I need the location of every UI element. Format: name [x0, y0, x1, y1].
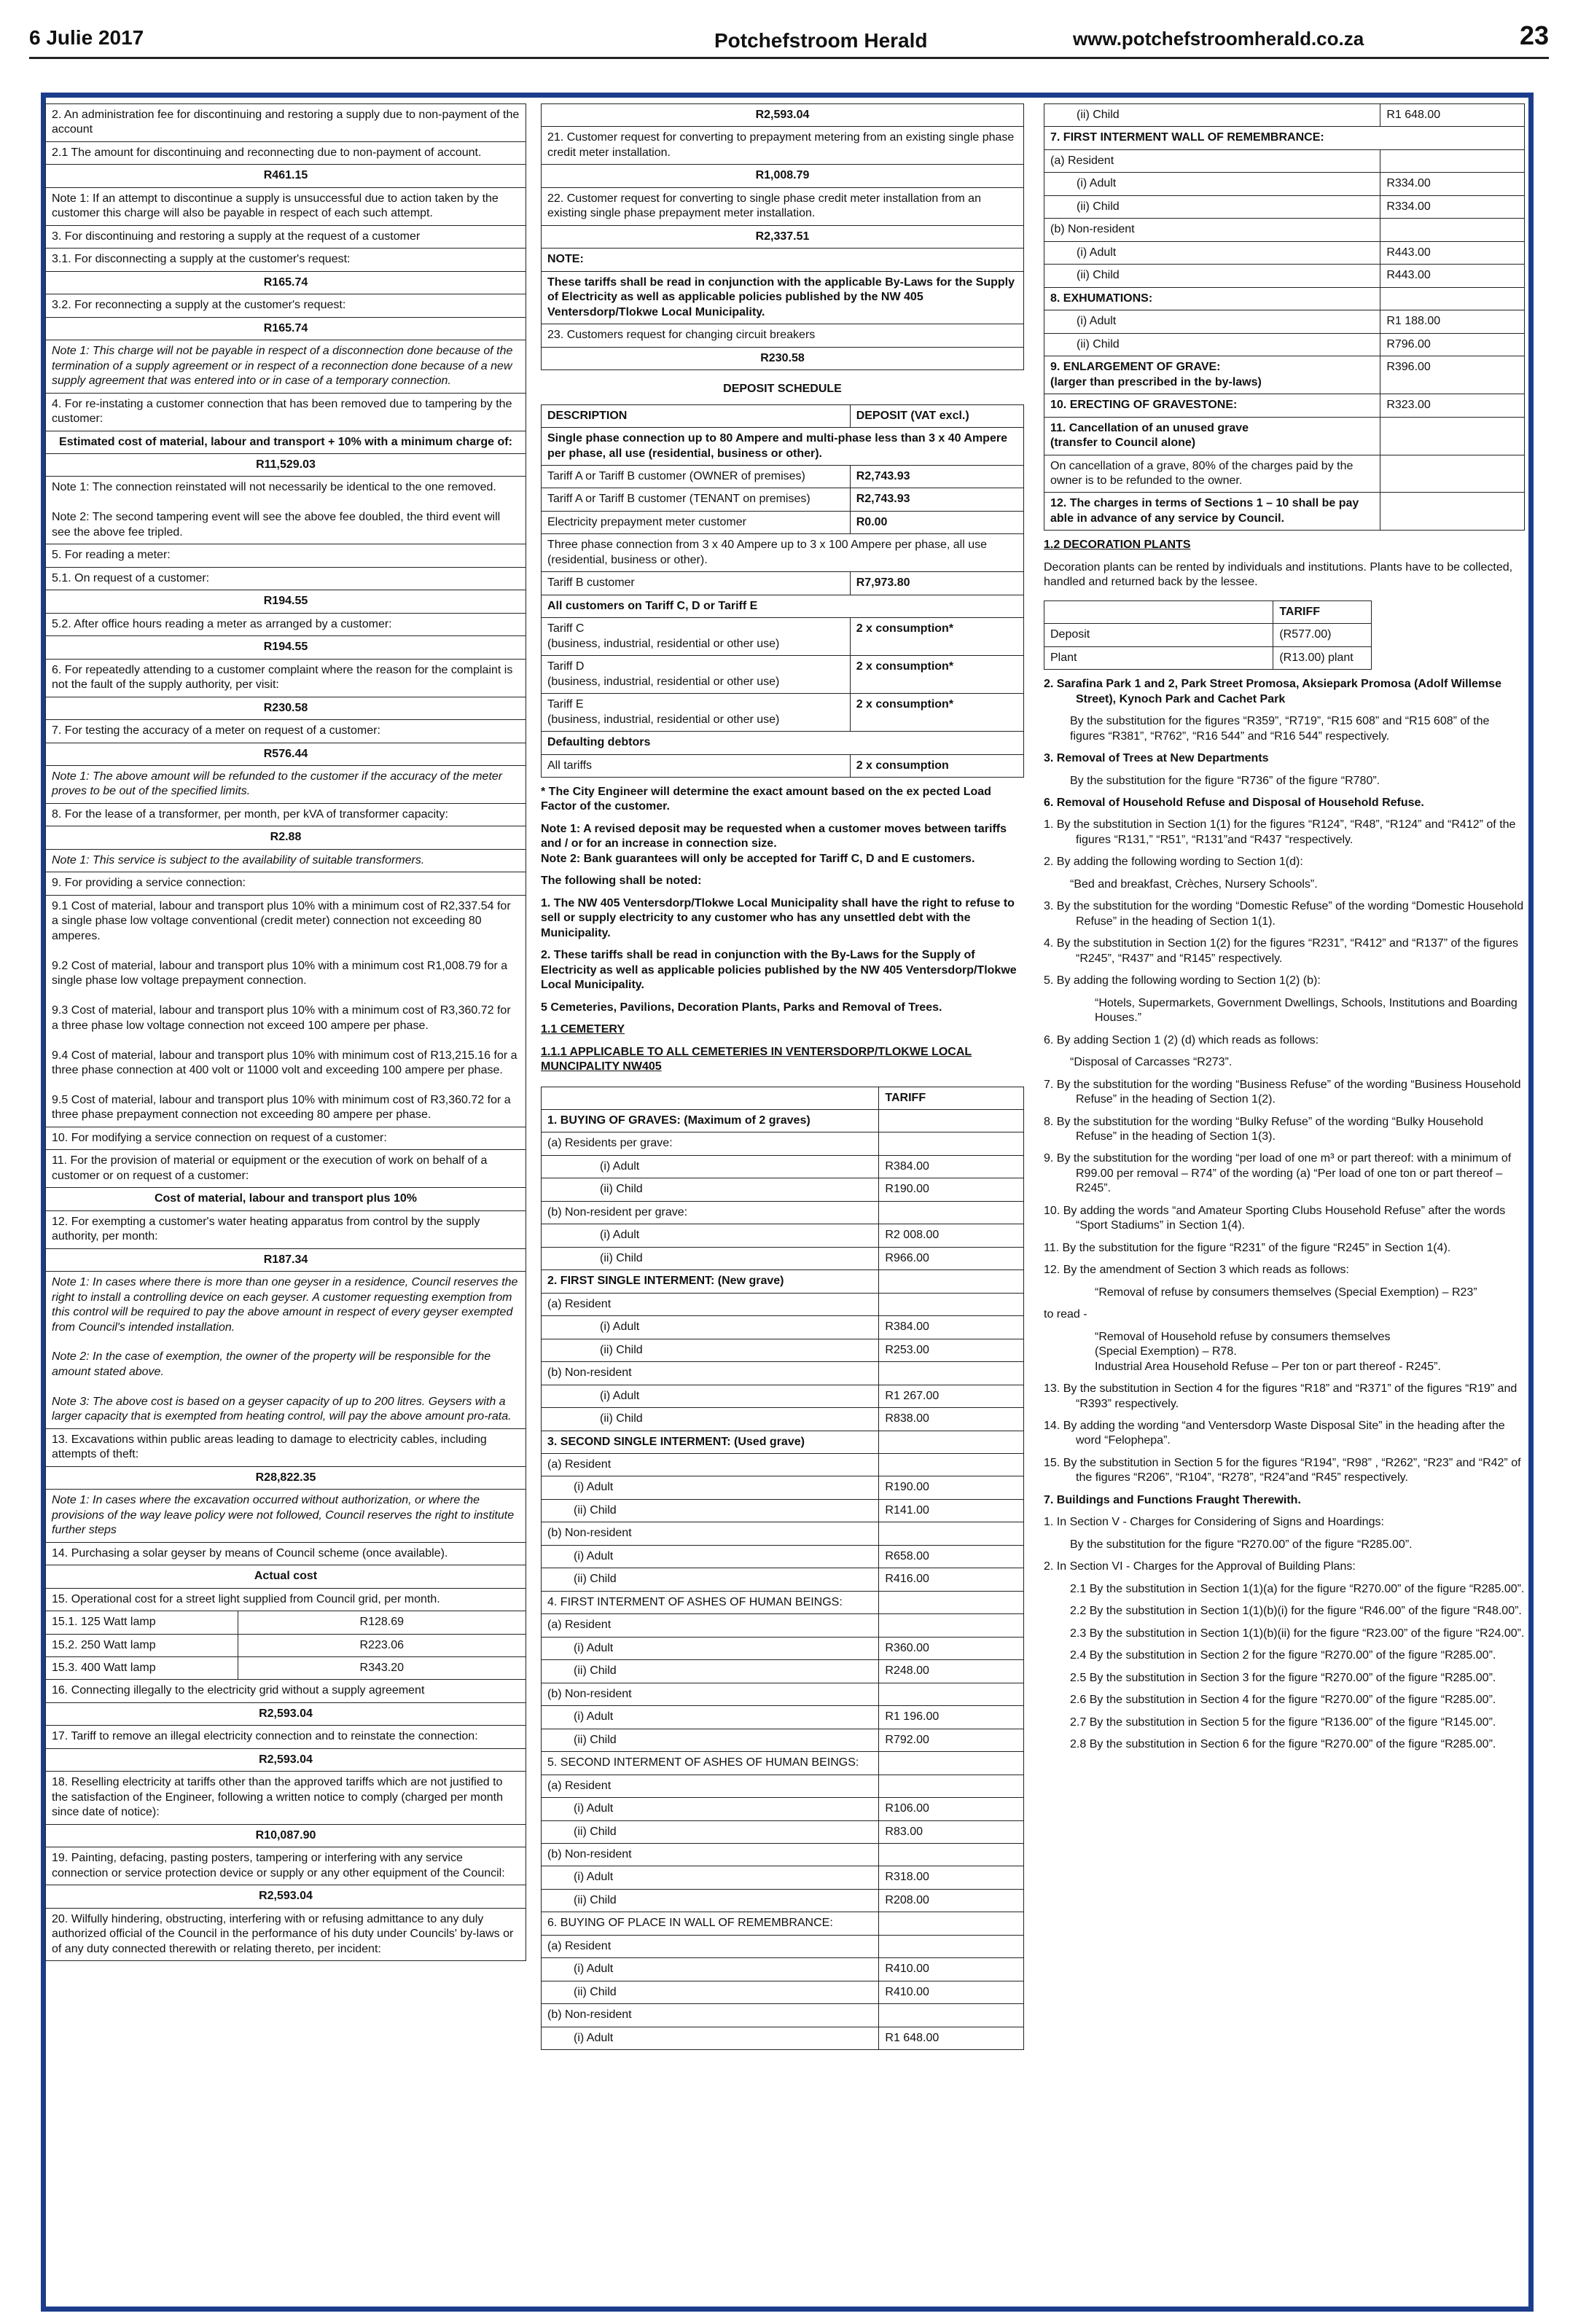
newspaper-url[interactable]: www.potchefstroomherald.co.za — [1073, 28, 1364, 50]
tariff-value: R443.00 — [1380, 241, 1525, 264]
tariff-label: 6. BUYING OF PLACE IN WALL OF REMEMBRANCE: — [542, 1912, 879, 1935]
tariff-label: (i) Adult — [542, 1798, 879, 1820]
amendment-paragraph: 6. Removal of Household Refuse and Disposal of Household Refuse. — [1044, 797, 1424, 809]
tariff-value — [879, 1935, 1024, 1957]
tariff-item: 14. Purchasing a solar geyser by means of Council scheme (once available). — [45, 1543, 526, 1565]
tariff-label: (ii) Child — [542, 1568, 879, 1591]
tariff-amount: R230.58 — [45, 697, 526, 720]
amendment-paragraph: 2.7 By the substitution in Section 5 for the figure “R136.00” of the figure “R145.00”. — [1070, 1715, 1496, 1729]
tariff-label: (b) Non-resident — [542, 1362, 879, 1385]
tariff-value: R190.00 — [879, 1476, 1024, 1499]
tariff-value: R106.00 — [879, 1798, 1024, 1820]
amendment-paragraph: 1. By the substitution in Section 1(1) for the figures “R124”, “R48”, “R124” and “R412” of the figures “R131,” “R51”, “R131”and “R437 “respectively. — [1044, 818, 1516, 846]
deposit-description: All customers on Tariff C, D or Tariff E — [542, 595, 1024, 617]
deposit-note: The following shall be noted: — [541, 875, 702, 888]
tariff-value — [1380, 417, 1525, 455]
column-3 — [1044, 103, 1525, 1753]
tariff-value: R1 648.00 — [1380, 104, 1525, 127]
tariff-value — [879, 2004, 1024, 2027]
amendment-paragraph: 3. By the substitution for the wording “Domestic Refuse” of the wording “Domestic Household Refuse” in the heading of Section 1(1). — [1044, 900, 1524, 928]
tariff-item: 5.1. On request of a customer: — [45, 568, 526, 590]
tariff-label: (i) Adult — [542, 1637, 879, 1659]
tariff-header-blank — [542, 1087, 879, 1109]
tariff-label: 4. FIRST INTERMENT OF ASHES OF HUMAN BEINGS: — [542, 1591, 879, 1613]
deposit-description: Tariff B customer — [542, 572, 851, 595]
deposit-note: 1.1.1 APPLICABLE TO ALL CEMETERIES IN VENTERSDORP/TLOKWE LOCAL MUNCIPALITY NW405 — [541, 1045, 972, 1073]
tariff-label: (i) Adult — [542, 1476, 879, 1499]
tariff-label: Deposit — [1044, 624, 1273, 646]
deposit-description: Tariff E (business, industrial, residential or other use) — [542, 694, 851, 732]
tariff-label: (i) Adult — [542, 1155, 879, 1178]
tariff-row-table — [45, 1611, 526, 1634]
tariff-value: R323.00 — [1380, 394, 1525, 417]
tariff-label: (a) Resident — [1044, 149, 1380, 172]
newspaper-name: Potchefstroom Herald — [714, 29, 928, 52]
tariff-item: 16. Connecting illegally to the electricity grid without a supply agreement — [45, 1680, 526, 1702]
tariff-label: (ii) Child — [542, 1889, 879, 1912]
amendment-paragraph: By the substitution for the figures “R359”, “R719”, “R15 608” and “R15 608” of the figures “R381”, “R762”, “R16 544” and “R16 544” respectively. — [1070, 715, 1490, 743]
tariff-value: R253.00 — [879, 1339, 1024, 1361]
tariff-label: (b) Non-resident — [1044, 219, 1380, 241]
tariff-value: R334.00 — [1380, 195, 1525, 218]
tariff-amount: R165.74 — [45, 318, 526, 340]
tariff-value: R318.00 — [879, 1866, 1024, 1889]
deposit-amount: 2 x consumption — [850, 754, 1023, 777]
amendment-paragraph: By the substitution for the figure “R270.00” of the figure “R285.00”. — [1070, 1538, 1413, 1551]
deposit-description: Tariff A or Tariff B customer (OWNER of premises) — [542, 465, 851, 488]
tariff-value — [879, 1454, 1024, 1476]
tariff-amount: R230.58 — [541, 348, 1024, 370]
tariff-item: 2.1 The amount for discontinuing and reconnecting due to non-payment of account. — [45, 142, 526, 165]
amendment-paragraph: 8. By the substitution for the wording “Bulky Refuse” of the wording “Bulky Household Refuse” in the heading of Section 1(3). — [1044, 1115, 1483, 1143]
tariff-value: R141.00 — [879, 1499, 1024, 1522]
tariff-value — [1380, 149, 1525, 172]
amendment-paragraph: 7. By the substitution for the wording “Business Refuse” of the wording “Business Household Refuse” in the heading of Section 1(2). — [1044, 1078, 1521, 1106]
tariff-amount: R2,337.51 — [541, 226, 1024, 249]
deposit-note: * The City Engineer will determine the exact amount based on the ex pected Load Factor of the customer. — [541, 786, 991, 813]
tariff-item: 20. Wilfully hindering, obstructing, interfering with or refusing admittance to any duly authorized official of the Council in the performance of his duty under Councils' by-laws or of any duty connected therewith or relating thereto, per incident: — [45, 1909, 526, 1961]
amendment-paragraph: 5. By adding the following wording to Section 1(2) (b): — [1044, 974, 1321, 987]
deposit-table — [541, 404, 1024, 778]
tariff-value: R2 008.00 — [879, 1224, 1024, 1247]
tariff-label: 9. ENLARGEMENT OF GRAVE: (larger than prescribed in the by-laws) — [1044, 356, 1380, 394]
deposit-amount: 2 x consumption* — [850, 618, 1023, 656]
tariff-label: 2. FIRST SINGLE INTERMENT: (New grave) — [542, 1270, 879, 1293]
tariff-value — [1380, 455, 1525, 493]
cemetery-tariff-table — [541, 1087, 1024, 2051]
tariff-value: R396.00 — [1380, 356, 1525, 394]
tariff-item: 9.1 Cost of material, labour and transport plus 10% with a minimum cost of R2,337.54 for a single phase low voltage conventional (credit meter) connection not exceeding 80 amperes. 9.2 Cost of material, labour and transport plus 10% with a minimum cost R1,008.79 for a single phase low voltage prepayment connection. 9.3 Cost of material, labour and transport plus 10% with a minimum cost of R3,360.72 for a three phase low voltage connection not exceed 100 ampere per phase. 9.4 Cost of material, labour and transport plus 10% with minimum cost of R13,215.16 for a three phase connection at 400 volt or 11000 volt and exceeding 100 ampere per phase. 9.5 Cost of material, labour and transport plus 10% with minimum cost of R3,360.72 for a three phase prepayment connection not exceeding 80 ampere per phase. — [45, 896, 526, 1127]
tariff-value — [1380, 493, 1525, 531]
tariff-label: (ii) Child — [542, 1339, 879, 1361]
row-label: 15.1. 125 Watt lamp — [46, 1611, 238, 1634]
tariff-label: 8. EXHUMATIONS: — [1044, 287, 1380, 310]
amendment-paragraph: “Disposal of Carcasses “R273”. — [1070, 1056, 1233, 1069]
tariff-label: (ii) Child — [542, 1729, 879, 1751]
amendment-paragraph: 7. Buildings and Functions Fraught Therewith. — [1044, 1493, 1301, 1506]
tariff-item: 15. Operational cost for a street light supplied from Council grid, per month. — [45, 1589, 526, 1611]
tariff-label: (ii) Child — [542, 1981, 879, 2003]
tariff-amount: R28,822.35 — [45, 1467, 526, 1490]
amendment-paragraph: 4. By the substitution in Section 1(2) for the figures “R231”, “R412” and “R137” of the figures “R245”, “R437” and “R145” respectively. — [1044, 937, 1518, 965]
deposit-description: All tariffs — [542, 754, 851, 777]
tariff-header-blank — [1044, 600, 1273, 623]
tariff-item: 7. For testing the accuracy of a meter on request of a customer: — [45, 720, 526, 743]
tariff-value — [879, 1591, 1024, 1613]
deposit-description: Tariff A or Tariff B customer (TENANT on premises) — [542, 488, 851, 511]
deposit-amount: R0.00 — [850, 511, 1023, 533]
tariff-label: (ii) Child — [1044, 333, 1380, 356]
tariff-value: R83.00 — [879, 1820, 1024, 1843]
tariff-value: (R13.00) plant — [1273, 646, 1372, 669]
amendment-paragraph: 2.2 By the substitution in Section 1(1)(b)(i) for the figure “R46.00” of the figure “R48.00”. — [1070, 1605, 1522, 1618]
tariff-amount: R2,593.04 — [45, 1703, 526, 1726]
tariff-item: 23. Customers request for changing circuit breakers — [541, 324, 1024, 347]
amendment-paragraph: to read - — [1044, 1308, 1087, 1321]
decoration-tariff-table — [1044, 600, 1372, 670]
tariff-item: 17. Tariff to remove an illegal electricity connection and to reinstate the connection: — [45, 1726, 526, 1748]
deposit-description: Tariff D (business, industrial, residential or other use) — [542, 656, 851, 694]
tariff-amount: R2,593.04 — [45, 1749, 526, 1772]
deposit-description: Electricity prepayment meter customer — [542, 511, 851, 533]
deposit-note: Note 1: A revised deposit may be requested when a customer moves between tariffs and / or for an increase in connection size. Note 2: Bank guarantees will only be accepted for Tariff C, D and E customers. — [541, 822, 1007, 865]
amendment-paragraph: “Removal of Household refuse by consumers themselves (Special Exemption) – R78. Industrial Area Household Refuse – Per ton or part thereof - R245”. — [1095, 1330, 1441, 1373]
tariff-value — [879, 1683, 1024, 1705]
amendment-paragraph: 1. In Section V - Charges for Considering of Signs and Hoardings: — [1044, 1516, 1384, 1529]
tariff-label: (ii) Child — [1044, 104, 1380, 127]
amendment-paragraph: 2. In Section VI - Charges for the Approval of Building Plans: — [1044, 1560, 1356, 1573]
amendment-paragraph: “Bed and breakfast, Crèches, Nursery Schools”. — [1070, 877, 1318, 891]
deposit-amount: 2 x consumption* — [850, 656, 1023, 694]
masthead — [29, 20, 1549, 59]
tariff-label: 7. FIRST INTERMENT WALL OF REMEMBRANCE: — [1044, 127, 1525, 149]
tariff-label: (a) Residents per grave: — [542, 1132, 879, 1155]
tariff-label: (a) Resident — [542, 1935, 879, 1957]
tariff-value: R384.00 — [879, 1155, 1024, 1178]
tariff-item: Note 1: The connection reinstated will not necessarily be identical to the one removed. Note 2: The second tampering event will see the above fee doubled, the third event will see the above fee tripled. — [45, 477, 526, 544]
tariff-item: 3.2. For reconnecting a supply at the customer's request: — [45, 294, 526, 317]
tariff-label: (ii) Child — [542, 1178, 879, 1201]
tariff-label: (b) Non-resident — [542, 1843, 879, 1866]
tariff-row-table — [45, 1635, 526, 1657]
tariff-value — [879, 1362, 1024, 1385]
tariff-amount: R194.55 — [45, 636, 526, 659]
deposit-description: Three phase connection from 3 x 40 Ampere up to 3 x 100 Ampere per phase, all use (residential, business or other). — [542, 534, 1024, 572]
amendment-paragraph: 2. Sarafina Park 1 and 2, Park Street Promosa, Aksiepark Promosa (Adolf Willemse Street), Kynoch Park and Cachet Park — [1044, 678, 1501, 705]
row-label: 15.3. 400 Watt lamp — [46, 1657, 238, 1680]
tariff-amount: R194.55 — [45, 590, 526, 613]
tariff-value: R360.00 — [879, 1637, 1024, 1659]
tariff-item: 10. For modifying a service connection on request of a customer: — [45, 1127, 526, 1150]
tariff-item: 4. For re-instating a customer connection that has been removed due to tampering by the customer: — [45, 394, 526, 431]
tariff-value: R1 188.00 — [1380, 310, 1525, 333]
deposit-amount: R7,973.80 — [850, 572, 1023, 595]
tariff-amount: R165.74 — [45, 272, 526, 294]
tariff-item: 12. For exempting a customer's water heating apparatus from control by the supply authority, per month: — [45, 1211, 526, 1249]
row-label: 15.2. 250 Watt lamp — [46, 1635, 238, 1657]
tariff-label: (b) Non-resident per grave: — [542, 1201, 879, 1224]
tariff-label: On cancellation of a grave, 80% of the charges paid by the owner is to be refunded to the owner. — [1044, 455, 1380, 493]
tariff-item: 5.2. After office hours reading a meter as arranged by a customer: — [45, 614, 526, 636]
tariff-amount: Actual cost — [45, 1565, 526, 1588]
tariff-label: (i) Adult — [542, 1316, 879, 1339]
tariff-value — [879, 1293, 1024, 1315]
deposit-amount: R2,743.93 — [850, 488, 1023, 511]
tariff-label: (b) Non-resident — [542, 1683, 879, 1705]
tariff-value: R966.00 — [879, 1247, 1024, 1269]
tariff-item: 21. Customer request for converting to prepayment metering from an existing single phase credit meter installation. — [541, 127, 1024, 165]
amendment-paragraph: “Hotels, Supermarkets, Government Dwellings, Schools, Institutions and Boarding Houses.” — [1095, 996, 1518, 1025]
tariff-item: 3. For discontinuing and restoring a supply at the request of a customer — [45, 226, 526, 249]
tariff-label: 10. ERECTING OF GRAVESTONE: — [1044, 394, 1380, 417]
tariff-amount: R10,087.90 — [45, 1825, 526, 1847]
tariff-label: (a) Resident — [542, 1454, 879, 1476]
tariff-value — [879, 1522, 1024, 1545]
tariff-value: R248.00 — [879, 1660, 1024, 1683]
column-2 — [541, 103, 1024, 2050]
amendment-paragraph: By the substitution for the figure “R736” of the figure “R780”. — [1070, 774, 1380, 787]
tariff-label: (i) Adult — [1044, 241, 1380, 264]
tariff-value: R796.00 — [1380, 333, 1525, 356]
tariff-label: (i) Adult — [1044, 310, 1380, 333]
tariff-value: (R577.00) — [1273, 624, 1372, 646]
tariff-item: 19. Painting, defacing, pasting posters, tampering or interfering with any service connection or service protection device or supply or any other equipment of the Council: — [45, 1847, 526, 1885]
tariff-amount: Estimated cost of material, labour and transport + 10% with a minimum charge of: — [45, 431, 526, 454]
amendment-paragraph: 2.1 By the substitution in Section 1(1)(a) for the figure “R270.00” of the figure “R285.00”. — [1070, 1582, 1525, 1595]
amendment-paragraph: 14. By adding the wording “and Ventersdorp Waste Disposal Site” in the heading after the word “Felophepa”. — [1044, 1420, 1505, 1447]
tariff-label: (a) Resident — [542, 1614, 879, 1637]
tariff-item: NOTE: — [541, 249, 1024, 271]
tariff-label: (a) Resident — [542, 1293, 879, 1315]
tariff-item: 9. For providing a service connection: — [45, 872, 526, 895]
tariff-label: 11. Cancellation of an unused grave (transfer to Council alone) — [1044, 417, 1380, 455]
row-value: R128.69 — [238, 1611, 526, 1634]
amendment-paragraph: 2.5 By the substitution in Section 3 for the figure “R270.00” of the figure “R285.00”. — [1070, 1671, 1496, 1684]
tariff-item: 2. An administration fee for discontinuing and restoring a supply due to non-payment of the account — [45, 103, 526, 142]
tariff-label: (i) Adult — [1044, 173, 1380, 195]
decoration-intro: Decoration plants can be rented by individuals and institutions. Plants have to be collected, handled and returned back by the lessee. — [1044, 560, 1513, 589]
tariff-value: R838.00 — [879, 1408, 1024, 1431]
amendment-paragraph: 11. By the substitution for the figure “R231” of the figure “R245” in Section 1(4). — [1044, 1241, 1451, 1254]
tariff-label: (ii) Child — [542, 1499, 879, 1522]
tariff-item: 3.1. For disconnecting a supply at the customer's request: — [45, 249, 526, 271]
deposit-header-cell: DEPOSIT (VAT excl.) — [850, 404, 1023, 427]
tariff-value: R334.00 — [1380, 173, 1525, 195]
tariff-label: (i) Adult — [542, 1545, 879, 1568]
tariff-item: Note 1: The above amount will be refunded to the customer if the accuracy of the meter proves to be out of the specified limits. — [45, 766, 526, 804]
deposit-description: Tariff C (business, industrial, residential or other use) — [542, 618, 851, 656]
amendment-paragraph: 2.3 By the substitution in Section 1(1)(b)(ii) for the figure “R23.00” of the figure “R24.00”. — [1070, 1627, 1525, 1640]
tariff-amount: R11,529.03 — [45, 454, 526, 477]
amendment-paragraph: 9. By the substitution for the wording “per load of one m³ or part thereof: with a minimum of R99.00 per removal – R74” of the wording (a) “Per load of one ton or part thereof – R245”. — [1044, 1152, 1512, 1195]
tariff-item: Note 1: This service is subject to the availability of suitable transformers. — [45, 850, 526, 872]
tariff-value — [879, 1843, 1024, 1866]
tariff-item: Note 1: This charge will not be payable in respect of a disconnection done because of the termination of a supply agreement or in respect of a reconnection done because of a new supply agreement that was entered into or in case of a temporary connection. — [45, 340, 526, 393]
tariff-value: R658.00 — [879, 1545, 1024, 1568]
deposit-note: 2. These tariffs shall be read in conjunction with the By-Laws for the Supply of Electricity as well as applicable policies published by the NW 405 Ventersdorp/Tlokwe Local Municipality. — [541, 949, 1017, 992]
tariff-label: 12. The charges in terms of Sections 1 – 10 shall be pay able in advance of any service by Council. — [1044, 493, 1380, 531]
tariff-value: R410.00 — [879, 1981, 1024, 2003]
tariff-amount: R576.44 — [45, 743, 526, 766]
tariff-item: 22. Customer request for converting to single phase credit meter installation from an existing single phase prepayment meter installation. — [541, 188, 1024, 226]
tariff-value — [1380, 219, 1525, 241]
deposit-note: 5 Cemeteries, Pavilions, Decoration Plants, Parks and Removal of Trees. — [541, 1001, 942, 1014]
tariff-value — [879, 1109, 1024, 1132]
amendment-paragraph: 3. Removal of Trees at New Departments — [1044, 752, 1269, 765]
tariff-label: (b) Non-resident — [542, 1522, 879, 1545]
amendment-paragraph: 13. By the substitution in Section 4 for the figures “R18” and “R371” of the figures “R19” and “R393” respectively. — [1044, 1382, 1518, 1410]
tariff-item: Note 1: If an attempt to discontinue a supply is unsuccessful due to action taken by the customer this charge will also be payable in respect of each such attempt. — [45, 188, 526, 226]
tariff-item: 5. For reading a meter: — [45, 544, 526, 567]
tariff-header: TARIFF — [1273, 600, 1372, 623]
tariff-label: (ii) Child — [542, 1820, 879, 1843]
tariff-label: 1. BUYING OF GRAVES: (Maximum of 2 graves) — [542, 1109, 879, 1132]
tariff-row-table — [45, 1657, 526, 1680]
tariff-item: These tariffs shall be read in conjunction with the applicable By-Laws for the Supply of Electricity as well as applicable policies published by the NW 405 Ventersdorp/Tlokwe Local Municipality. — [541, 272, 1024, 324]
tariff-label: (i) Adult — [542, 2027, 879, 2049]
tariff-label: (i) Adult — [542, 1224, 879, 1247]
tariff-label: (i) Adult — [542, 1958, 879, 1981]
tariff-value: R190.00 — [879, 1178, 1024, 1201]
tariff-label: 5. SECOND INTERMENT OF ASHES OF HUMAN BEINGS: — [542, 1752, 879, 1775]
tariff-value — [879, 1614, 1024, 1637]
tariff-item: Note 1: In cases where the excavation occurred without authorization, or where the provisions of the way leave policy were not followed, Council reserves the right to institute further steps — [45, 1490, 526, 1542]
tariff-label: (ii) Child — [1044, 265, 1380, 287]
tariff-label: (ii) Child — [1044, 195, 1380, 218]
tariff-value: R1 648.00 — [879, 2027, 1024, 2049]
amendment-paragraph: 2. By adding the following wording to Section 1(d): — [1044, 856, 1303, 869]
tariff-amount: R2.88 — [45, 826, 526, 849]
tariff-value — [879, 1912, 1024, 1935]
tariff-amount: Cost of material, labour and transport plus 10% — [45, 1188, 526, 1210]
remembrance-tariff-table — [1044, 103, 1525, 531]
tariff-label: 3. SECOND SINGLE INTERMENT: (Used grave) — [542, 1431, 879, 1453]
deposit-note: 1.1 CEMETERY — [541, 1023, 625, 1036]
deposit-description: Single phase connection up to 80 Ampere and multi-phase less than 3 x 40 Ampere per phase, all use (residential, business or other). — [542, 428, 1024, 466]
tariff-value: R384.00 — [879, 1316, 1024, 1339]
amendment-paragraph: 2.6 By the substitution in Section 4 for the figure “R270.00” of the figure “R285.00”. — [1070, 1694, 1496, 1707]
tariff-label: (ii) Child — [542, 1408, 879, 1431]
amendment-paragraph: “Removal of refuse by consumers themselves (Special Exemption) – R23” — [1095, 1286, 1477, 1299]
tariff-value: R443.00 — [1380, 265, 1525, 287]
tariff-value — [879, 1752, 1024, 1775]
tariff-amount: R187.34 — [45, 1249, 526, 1272]
tariff-label: (ii) Child — [542, 1660, 879, 1683]
row-value: R223.06 — [238, 1635, 526, 1657]
tariff-header: TARIFF — [879, 1087, 1024, 1109]
tariff-value — [879, 1201, 1024, 1224]
tariff-label: (i) Adult — [542, 1866, 879, 1889]
amendment-paragraph: 12. By the amendment of Section 3 which reads as follows: — [1044, 1264, 1349, 1277]
tariff-value — [879, 1270, 1024, 1293]
tariff-amount: R1,008.79 — [541, 165, 1024, 187]
tariff-value — [879, 1775, 1024, 1797]
tariff-item: 18. Reselling electricity at tariffs other than the approved tariffs which are not justified to the satisfaction of the Engineer, following a written notice to comply (charged per month since date of notice): — [45, 1772, 526, 1824]
deposit-description: Defaulting debtors — [542, 732, 1024, 754]
tariff-value — [1380, 287, 1525, 310]
issue-date: 6 Julie 2017 — [29, 26, 144, 49]
tariff-label: (b) Non-resident — [542, 2004, 879, 2027]
amendment-paragraph: 15. By the substitution in Section 5 for the figures “R194”, “R98” , “R262”, “R23” and “R42” of the figures “R206”, “R104”, “R278”, “R24”and “R45” respectively. — [1044, 1456, 1521, 1484]
tariff-value — [879, 1431, 1024, 1453]
tariff-item: 13. Excavations within public areas leading to damage to electricity cables, including attempts of theft: — [45, 1429, 526, 1467]
tariff-amount: R2,593.04 — [541, 103, 1024, 127]
deposit-amount: 2 x consumption* — [850, 694, 1023, 732]
tariff-item: 11. For the provision of material or equipment or the execution of work on behalf of a customer or on request of a customer: — [45, 1150, 526, 1188]
tariff-amount: R2,593.04 — [45, 1885, 526, 1908]
row-value: R343.20 — [238, 1657, 526, 1680]
tariff-value: R1 267.00 — [879, 1385, 1024, 1407]
column-1 — [45, 103, 526, 1961]
tariff-value — [879, 1132, 1024, 1155]
tariff-label: (a) Resident — [542, 1775, 879, 1797]
tariff-label: (i) Adult — [542, 1706, 879, 1729]
tariff-value: R208.00 — [879, 1889, 1024, 1912]
tariff-value: R416.00 — [879, 1568, 1024, 1591]
tariff-amount: R461.15 — [45, 165, 526, 187]
deposit-note: 1. The NW 405 Ventersdorp/Tlokwe Local Municipality shall have the right to refuse to sell or supply electricity to any customer who has any unsettled debt with the Municipality. — [541, 896, 1015, 939]
tariff-label: (i) Adult — [542, 1385, 879, 1407]
amendment-paragraph: 10. By adding the words “and Amateur Sporting Clubs Household Refuse” after the words “Sport Stadiums” in Section 1(4). — [1044, 1204, 1506, 1232]
tariff-label: Plant — [1044, 646, 1273, 669]
amendment-paragraph: 6. By adding Section 1 (2) (d) which reads as follows: — [1044, 1033, 1319, 1046]
amendment-paragraph: 2.4 By the substitution in Section 2 for the figure “R270.00” of the figure “R285.00”. — [1070, 1649, 1496, 1662]
tariff-value: R792.00 — [879, 1729, 1024, 1751]
tariff-item: Note 1: In cases where there is more than one geyser in a residence, Council reserves the right to install a controlling device on each geyser. A customer requesting exemption from this control will be required to pay the above amount in respect of every geyser exempted from Council's intended installation. Note 2: In the case of exemption, the owner of the property will be responsible for the amount stated above. Note 3: The above cost is based on a geyser capacity of up to 200 litres. Geysers with a larger capacity that is exempted from heating control, will pay the above amount pro-rata. — [45, 1272, 526, 1429]
deposit-header-cell: DESCRIPTION — [542, 404, 851, 427]
tariff-item: 8. For the lease of a transformer, per month, per kVA of transformer capacity: — [45, 804, 526, 826]
deposit-title: DEPOSIT SCHEDULE — [723, 383, 842, 396]
tariff-value: R410.00 — [879, 1958, 1024, 1981]
tariff-item: 6. For repeatedly attending to a customer complaint where the reason for the complaint is not the fault of the supply authority, per visit: — [45, 660, 526, 697]
page-number: 23 — [1519, 20, 1549, 50]
amendment-paragraph: 2.8 By the substitution in Section 6 for the figure “R270.00” of the figure “R285.00”. — [1070, 1738, 1496, 1751]
tariff-label: (ii) Child — [542, 1247, 879, 1269]
tariff-value: R1 196.00 — [879, 1706, 1024, 1729]
decoration-heading: 1.2 DECORATION PLANTS — [1044, 539, 1191, 552]
deposit-amount: R2,743.93 — [850, 465, 1023, 488]
